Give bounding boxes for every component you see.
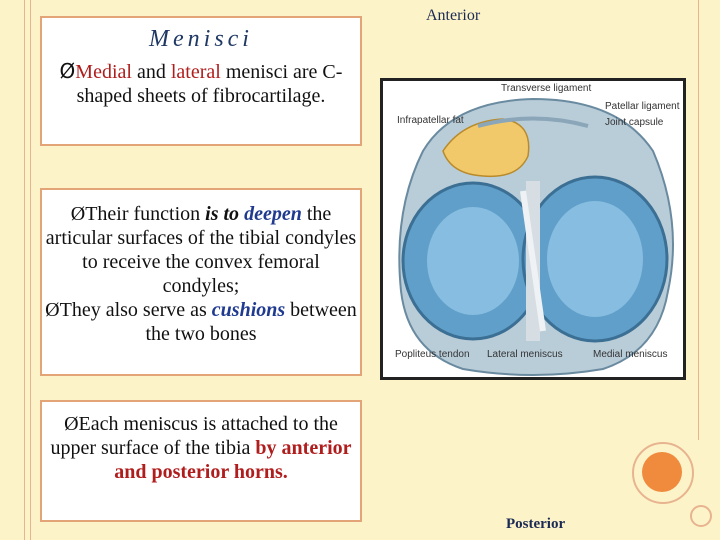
intro-box	[40, 16, 362, 146]
medial-word: Medial	[75, 61, 132, 83]
emph-cushions: cushions	[211, 299, 286, 321]
cushion-text	[42, 298, 360, 346]
function-text	[42, 202, 360, 298]
label-lateral: Lateral meniscus	[487, 349, 563, 360]
attachment-text	[42, 412, 360, 484]
intro-text	[42, 59, 360, 108]
label-joint: Joint capsule	[605, 117, 664, 128]
bullet-arrow-icon: Ø	[45, 299, 60, 321]
decor-circle-filled	[642, 452, 682, 492]
emph-horns: by anterior and posterior horns.	[114, 437, 352, 483]
posterior-label: Posterior	[506, 516, 566, 532]
function-text-2: the articular surfaces of the tibial condyles to receive the convex femoral condyles;	[45, 203, 357, 297]
frame-line-vertical-2	[30, 0, 31, 540]
label-transverse: Transverse ligament	[501, 83, 592, 94]
label-medial: Medial meniscus	[593, 349, 668, 360]
lateral-condyle-surface	[427, 207, 519, 315]
bullet-arrow-icon: Ø	[59, 59, 76, 83]
meniscus-figure	[380, 78, 686, 380]
and-word: and	[131, 61, 171, 83]
emph-deepen: deepen	[239, 203, 302, 225]
decor-circle-small	[690, 505, 712, 527]
meniscus-illustration	[383, 81, 683, 377]
bullet-arrow-icon: Ø	[64, 413, 79, 435]
medial-condyle-surface	[547, 201, 643, 317]
cushion-text-1: They also serve as	[59, 299, 212, 321]
label-patellar: Patellar ligament	[605, 101, 680, 112]
frame-line-right	[698, 0, 699, 440]
function-box	[40, 188, 362, 376]
function-text-1: Their function	[85, 203, 206, 225]
attachment-text-1: Each meniscus is attached to the upper surface of the tibia	[50, 413, 338, 459]
attachment-box	[40, 400, 362, 522]
bullet-arrow-icon: Ø	[70, 203, 86, 225]
slide-title: Menisci	[149, 26, 253, 52]
emph-is-to: is to	[205, 203, 240, 225]
label-infrapatellar: Infrapatellar fat	[397, 115, 464, 126]
anterior-label: Anterior	[426, 7, 481, 24]
cushion-text-2: between the two bones	[145, 299, 357, 345]
intro-rest: menisci are C-shaped sheets of fibrocartilage.	[76, 61, 343, 107]
label-popliteus: Popliteus tendon	[395, 349, 470, 360]
frame-line-vertical	[24, 0, 25, 540]
lateral-word: lateral	[170, 61, 221, 83]
